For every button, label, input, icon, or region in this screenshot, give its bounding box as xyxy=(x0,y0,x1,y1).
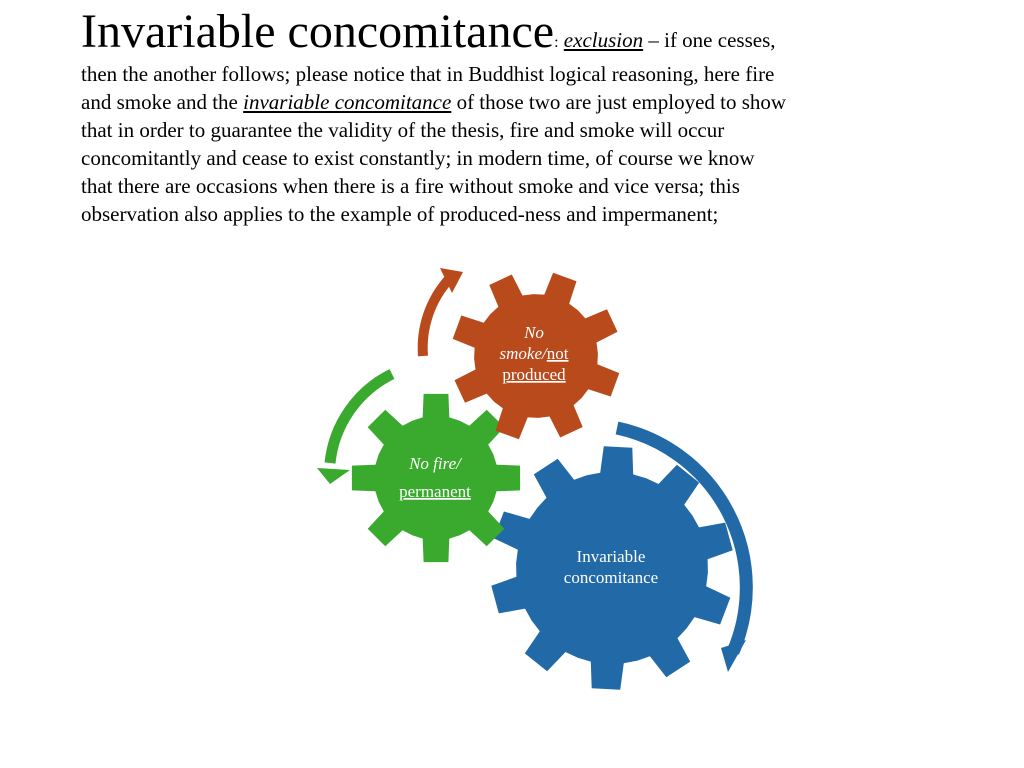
green-gear-label-line1: No fire/ xyxy=(409,454,461,473)
slide-title: Invariable concomitance xyxy=(81,5,555,58)
intro-line-2: then the another follows; please notice that in Buddhist logical reasoning, here fire xyxy=(81,62,775,86)
blue-gear-label-line1: Invariable xyxy=(576,547,646,566)
orange-gear-label-line3: produced xyxy=(502,365,566,384)
green-gear-shape xyxy=(352,394,520,562)
orange-cycle-arrow xyxy=(423,268,463,356)
intro-line-7: observation also applies to the example of produced-ness and impermanent; xyxy=(81,202,719,226)
exclusion-term: exclusion xyxy=(563,28,644,52)
orange-label-underlined: not xyxy=(546,344,569,363)
orange-gear xyxy=(453,273,620,440)
orange-label-italic: smoke/ xyxy=(499,344,547,363)
intro-line-6: that there are occasions when there is a fire without smoke and vice versa; this xyxy=(81,174,740,198)
green-arrow-head-icon xyxy=(317,468,350,484)
invariable-concomitance-term: invariable concomitance xyxy=(243,90,452,114)
intro-line-4: that in order to guarantee the validity of the thesis, fire and smoke will occur xyxy=(81,118,725,142)
intro-line1-rest: – if one cesses, xyxy=(643,28,776,52)
blue-arrow-head-icon xyxy=(721,640,746,672)
green-gear-label-line2: permanent xyxy=(399,482,471,501)
title-colon: : xyxy=(554,34,559,51)
orange-gear-label-line1: No xyxy=(524,323,544,342)
blue-gear xyxy=(491,446,732,689)
line3-after: of those two are just employed to show xyxy=(451,90,787,114)
orange-arrow-arc xyxy=(423,278,450,356)
intro-line-5: concomitantly and cease to exist constantly; in modern time, of course we know xyxy=(81,146,755,170)
orange-gear-label-line2 xyxy=(500,344,569,363)
blue-gear-label-line2: concomitance xyxy=(563,568,659,587)
line3-before: and smoke and the xyxy=(81,90,244,114)
green-gear xyxy=(352,394,520,562)
